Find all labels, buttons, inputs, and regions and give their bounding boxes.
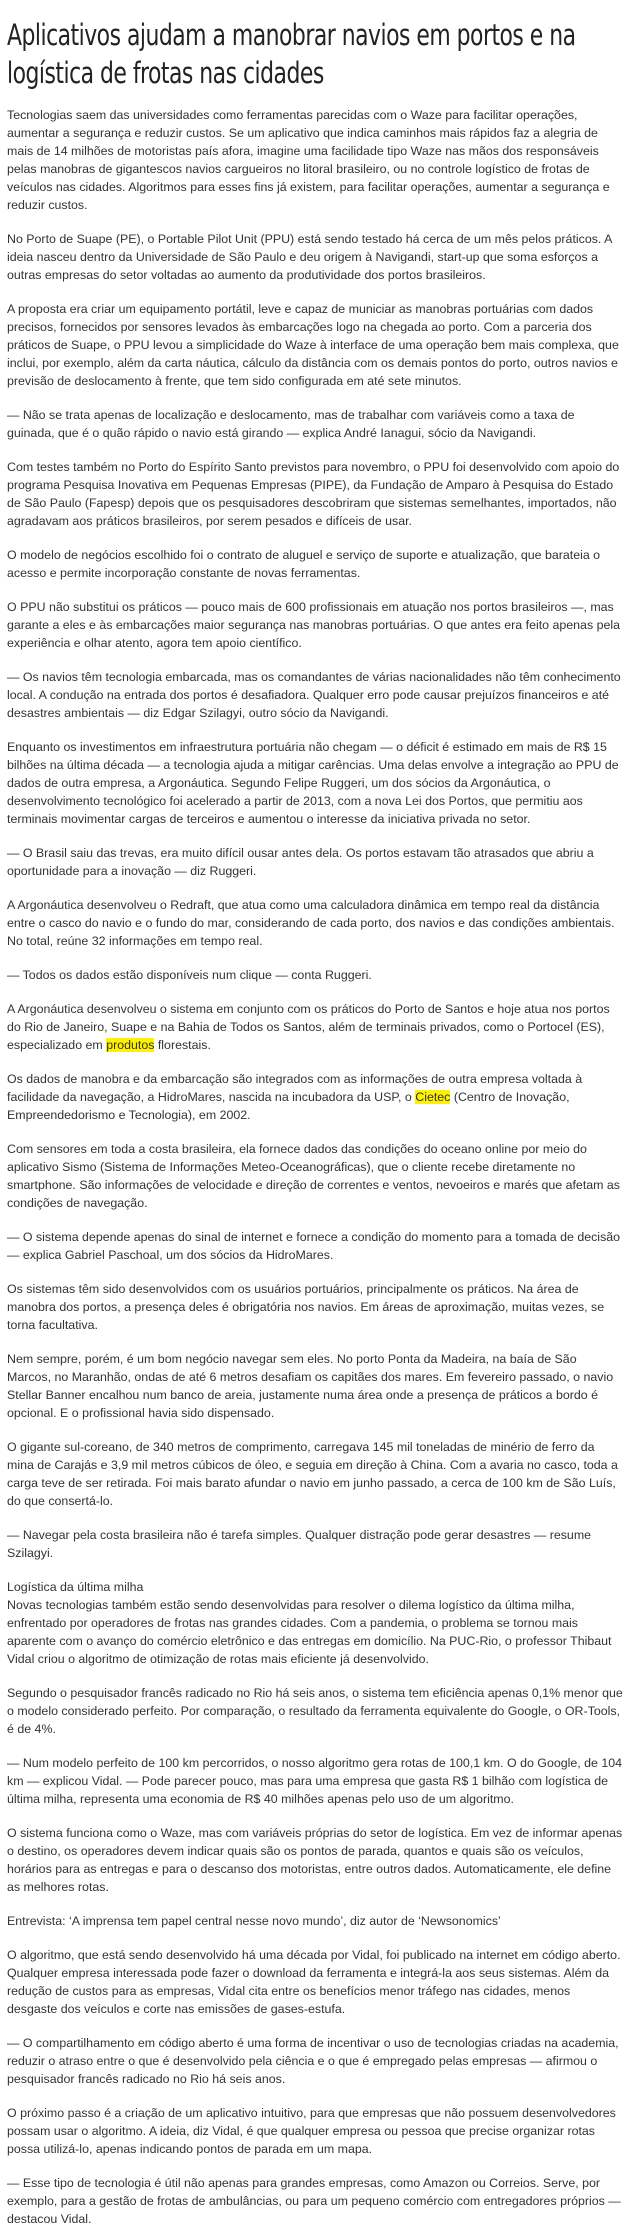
paragraph-text: A Argonáutica desenvolveu o sistema em conjunto com os práticos do Porto de Santos e hoje atua nos portos do Rio de Janeiro, Suape e na Bahia de Todos os Santos, além de terminais privados, como o Portocel (ES), especializado em	[7, 1002, 610, 1052]
paragraph: Enquanto os investimentos em infraestrutura portuária não chegam — o déficit é estimado em mais de R$ 15 bilhões na última década — a tecnologia ajuda a mitigar carências. Uma delas envolve a integração ao PPU de dados de outra empresa, a Argonáutica. Segundo Felipe Ruggeri, um dos sócios da Argonáutica, o desenvolvimento tecnológico foi acelerado a partir de 2013, com a nova Lei dos Portos, que permitiu aos terminais movimentar cargas de terceiros e aumentou o interesse da iniciativa privada no setor.	[7, 740, 619, 826]
paragraph: — Num modelo perfeito de 100 km percorridos, o nosso algoritmo gera rotas de 100,1 km. O do Google, de 104 km — explicou Vidal. — Pode parecer pouco, mas para uma empresa que gasta R$ 1 bilhão com logística de última milha, representa uma economia de R$ 40 milhões apenas pelo uso de um algoritmo.	[7, 1756, 623, 1806]
paragraph: — Navegar pela costa brasileira não é tarefa simples. Qualquer distração pode gerar desastres — resume Szilagyi.	[7, 1528, 592, 1560]
paragraph	[7, 1578, 623, 1668]
paragraph: O sistema funciona como o Waze, mas com variáveis próprias do setor de logística. Em vez de informar apenas o destino, os operadores devem indicar quais são os pontos de parada, quantos e quais são os veículos, horários para as entregas e para o descanso dos motoristas, entre outros dados. Automaticamente, ele define as melhores rotas.	[7, 1826, 623, 1894]
paragraph: A proposta era criar um equipamento portátil, leve e capaz de municiar as manobras portuárias com dados precisos, fornecidos por sensores levados às embarcações logo na chegada ao porto. Com a parceria dos práticos de Suape, o PPU levou a simplicidade do Waze à interface de uma operação bem mais complexa, que inclui, por exemplo, além da carta náutica, cálculo da distância com os demais pontos do porto, outros navios e previsão de deslocamento à frente, que tem sido configurada em até sete minutos.	[7, 302, 619, 388]
article-title: Aplicativos ajudam a manobrar navios em portos e na logística de frotas nas cidades	[7, 18, 576, 90]
paragraph: — O sistema depende apenas do sinal de internet e fornece a condição do momento para a tomada de decisão — explica Gabriel Paschoal, um dos sócios da HidroMares.	[7, 1230, 621, 1262]
paragraph: — Não se trata apenas de localização e deslocamento, mas de trabalhar com variáveis como a taxa de guinada, que é o quão rápido o navio está girando — explica André Ianagui, sócio da Navigandi.	[7, 408, 575, 440]
paragraph-text: florestais.	[154, 1038, 211, 1052]
paragraph: A Argonáutica desenvolveu o Redraft, que atua como uma calculadora dinâmica em tempo real da distância entre o casco do navio e o fundo do mar, considerando de cada porto, dos navios e das condições ambientais. No total, reúne 32 informações em tempo real.	[7, 898, 615, 948]
paragraph: — Esse tipo de tecnologia é útil não apenas para grandes empresas, como Amazon ou Correios. Serve, por exemplo, para a gestão de frotas de ambulâncias, ou para um pequeno comércio com entregadores próprios — destacou Vidal.	[7, 2176, 621, 2226]
paragraph: O modelo de negócios escolhido foi o contrato de aluguel e serviço de suporte e atualização, que barateia o acesso e permite incorporação constante de novas ferramentas.	[7, 548, 601, 580]
paragraph: O algoritmo, que está sendo desenvolvido há uma década por Vidal, foi publicado na internet em código aberto. Qualquer empresa interessada pode fazer o download da ferramenta e integrá-la aos seus sistemas. Além da redução de custos para as empresas, Vidal cita entre os benefícios menor tráfego nas cidades, menos desgaste dos veículos e corte nas emissões de gases-estufa.	[7, 1948, 621, 2016]
paragraph: O gigante sul-coreano, de 340 metros de comprimento, carregava 145 mil toneladas de minério de ferro da mina de Carajás e 3,9 mil metros cúbicos de óleo, e seguia em direção à China. Com a avaria no casco, toda a carga teve de ser retirada. Foi mais barato afundar o navio em junho passado, a cerca de 100 km de São Luís, do que consertá-lo.	[7, 1440, 618, 1508]
paragraph-text: Os dados de manobra e da embarcação são integrados com as informações de outra empresa voltada à facilidade da navegação, a HidroMares, nascida na incubadora da USP, o	[7, 1072, 583, 1104]
paragraph: Nem sempre, porém, é um bom negócio navegar sem eles. No porto Ponta da Madeira, na baía de São Marcos, no Maranhão, ondas de até 6 metros desafiam os capitães dos mares. Em fevereiro passado, o navio Stellar Banner encalhou num banco de areia, justamente numa área onde a presença de práticos a bordo é opcional. E o profissional havia sido dispensado.	[7, 1352, 614, 1420]
related-link[interactable]: Entrevista: ‘A imprensa tem papel central nesse novo mundo’, diz autor de ‘Newsonomics’	[7, 1914, 501, 1928]
paragraph: Com testes também no Porto do Espírito Santo previstos para novembro, o PPU foi desenvolvido com apoio do programa Pesquisa Inovativa em Pequenas Empresas (PIPE), da Fundação de Amparo à Pesquisa do Estado de São Paulo (Fapesp) depois que os pesquisadores descobriram que sistemas semelhantes, importados, não agradavam aos práticos brasileiros, por serem pesados e difíceis de usar.	[7, 460, 620, 528]
paragraph: — Todos os dados estão disponíveis num clique — conta Ruggeri.	[7, 968, 372, 982]
paragraph	[7, 1000, 623, 1054]
article-body	[7, 106, 623, 2228]
paragraph: O próximo passo é a criação de um aplicativo intuitivo, para que empresas que não possuem desenvolvedores possam usar o algoritmo. A ideia, diz Vidal, é que qualquer empresa ou pessoa que precise organizar rotas possa utilizá-lo, apenas indicando pontos de parada em um mapa.	[7, 2106, 616, 2156]
paragraph: No Porto de Suape (PE), o Portable Pilot Unit (PPU) está sendo testado há cerca de um mês pelos práticos. A ideia nasceu dentro da Universidade de São Paulo e deu origem à Navigandi, start-up que soma esforços a outras empresas do setor voltadas ao aumento da produtividade dos portos brasileiros.	[7, 232, 612, 282]
highlighted-word: produtos	[106, 1038, 155, 1052]
paragraph: — Os navios têm tecnologia embarcada, mas os comandantes de várias nacionalidades não têm conhecimento local. A condução na entrada dos portos é desafiadora. Qualquer erro pode causar prejuízos financeiros e até desastres ambientais — diz Edgar Szilagyi, outro sócio da Navigandi.	[7, 670, 621, 720]
paragraph: — O compartilhamento em código aberto é uma forma de incentivar o uso de tecnologias criadas na academia, reduzir o atraso entre o que é desenvolvido pela ciência e o que é empregado pelas empresas — afirmou o pesquisador francês radicado no Rio há seis anos.	[7, 2036, 619, 2086]
highlighted-word: Cietec	[415, 1090, 451, 1104]
paragraph: Tecnologias saem das universidades como ferramentas parecidas com o Waze para facilitar operações, aumentar a segurança e reduzir custos. Se um aplicativo que indica caminhos mais rápidos faz a alegria de mais de 14 milhões de motoristas país afora, imagine uma facilidade tipo Waze nas mãos dos responsáveis pelas manobras de gigantescos navios cargueiros no litoral brasileiro, ou no controle logístico de frotas de veículos nas cidades. Algoritmos para esses fins já existem, para facilitar operações, aumentar a segurança e reduzir custos.	[7, 108, 610, 212]
paragraph: O PPU não substitui os práticos — pouco mais de 600 profissionais em atuação nos portos brasileiros —, mas garante a eles e às embarcações maior segurança nas manobras portuárias. O que antes era feito apenas pela experiência e olhar atento, agora tem apoio científico.	[7, 600, 621, 650]
paragraph-text: (Centro de Inovação, Empreendedorismo e Tecnologia), em 2002.	[7, 1090, 570, 1122]
paragraph: Os sistemas têm sido desenvolvidos com os usuários portuários, principalmente os práticos. Na área de manobra dos portos, a presença deles é obrigatória nos navios. Em áreas de aproximação, muitas vezes, se torna facultativa.	[7, 1282, 605, 1332]
paragraph: — O Brasil saiu das trevas, era muito difícil ousar antes dela. Os portos estavam tão atrasados que abriu a oportunidade para a inovação — diz Ruggeri.	[7, 846, 594, 878]
paragraph: Com sensores em toda a costa brasileira, ela fornece dados das condições do oceano online por meio do aplicativo Sismo (Sistema de Informações Meteo-Oceanográficas), que o cliente recebe diretamente no smartphone. São informações de velocidade e direção de correntes e ventos, nevoeiros e marés que afetam as condições de navegação.	[7, 1142, 620, 1210]
section-heading: Logística da última milha	[7, 1580, 144, 1594]
paragraph-text: Novas tecnologias também estão sendo desenvolvidas para resolver o dilema logístico da última milha, enfrentado por operadores de frotas nas grandes cidades. Com a pandemia, o problema se tornou mais aparente com o avanço do comércio eletrônico e das entregas em domicílio. Na PUC-Rio, o professor Thibaut Vidal criou o algoritmo de otimização de rotas mais eficiente já desenvolvido.	[7, 1598, 612, 1666]
paragraph	[7, 1070, 623, 1124]
paragraph: Segundo o pesquisador francês radicado no Rio há seis anos, o sistema tem eficiência apenas 0,1% menor que o modelo considerado perfeito. Por comparação, o resultado da ferramenta equivalente do Google, o OR-Tools, é de 4%.	[7, 1686, 623, 1736]
